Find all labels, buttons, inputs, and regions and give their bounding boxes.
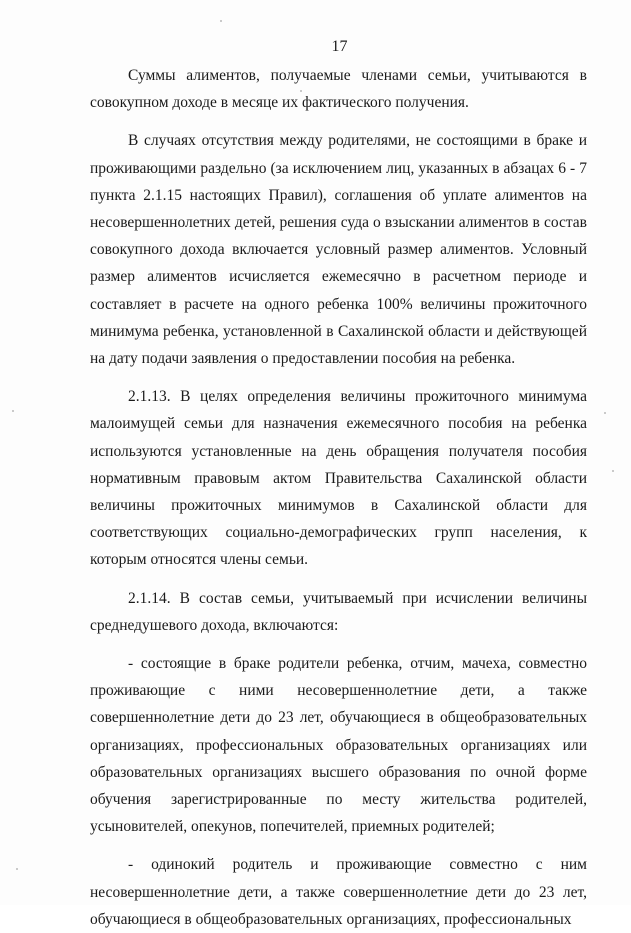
document-body (90, 62, 587, 933)
paragraph-conditional-alimony: В случаях отсутствия между родителями, не состоящими в браке и проживающими раздельно (за исключением лиц, указанных в абзацах 6 - 7 пункта 2.1.15 настоящих Правил), соглашения об уплате алиментов на несовершеннолетних детей, решения суда о взыскании алиментов в состав совокупного дохода включается условный размер алиментов. Условный размер алиментов исчисляется ежемесячно в расчетном периоде и составляет в расчете на одного ребенка 100% величины прожиточного минимума ребенка, установленной в Сахалинской области и действующей на дату подачи заявления о предоставлении пособия на ребенка. (90, 132, 587, 368)
paragraph-2-1-13: 2.1.13. В целях определения величины прожиточного минимума малоимущей семьи для назначения ежемесячного пособия на ребенка используются установленные на день обращения получателя пособия нормативным правовым актом Правительства Сахалинской области величины прожиточных минимумов в Сахалинской области для соответствующих социально-демографических групп населения, к которым относятся члены семьи. (90, 388, 587, 569)
paragraph-alimony-income: Суммы алиментов, получаемые членами семьи, учитываются в совокупном доходе в месяце их фактического получения. (90, 67, 587, 112)
list-item-married-parents: - состоящие в браке родители ребенка, отчим, мачеха, совместно проживающие с ними несовершеннолетние дети, а также совершеннолетние дети до 23 лет, обучающиеся в общеобразовательных организациях, профессиональных образовательных организациях или образовательных организациях высшего образования по очной форме обучения зарегистрированные по месту жительства родителей, усыновителей, опекунов, попечителей, приемных родителей; (90, 655, 587, 836)
page-number: 17 (331, 38, 348, 55)
list-item-single-parent: - одинокий родитель и проживающие совместно с ним несовершеннолетние дети, а также совершеннолетние дети до 23 лет, обучающиеся в общеобразовательных организациях, профессиональных (90, 856, 587, 928)
paragraph-2-1-14: 2.1.14. В состав семьи, учитываемый при исчислении величины среднедушевого дохода, включаются: (90, 589, 587, 634)
